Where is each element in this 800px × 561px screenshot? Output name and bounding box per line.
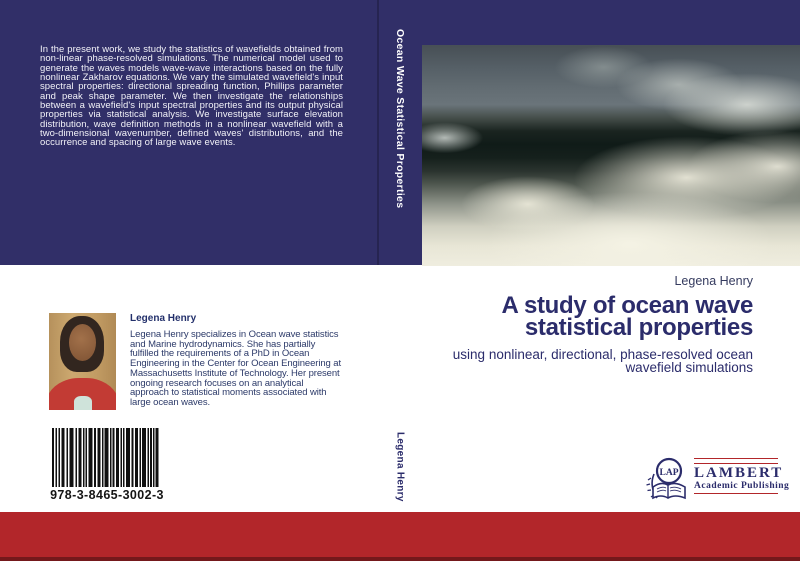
publisher-bottom-rule: [694, 493, 778, 494]
publisher-name: LAMBERT: [694, 465, 784, 481]
portrait-face: [69, 324, 96, 361]
portrait-undershirt: [74, 396, 92, 410]
publisher-wordmark: [694, 458, 789, 494]
spine-author-area: [378, 432, 422, 502]
front-cover-blue-band: [422, 0, 800, 45]
front-title-line1: A study of ocean wave: [501, 292, 753, 319]
front-title-line2: statistical properties: [524, 313, 753, 341]
bottom-red-band: [0, 512, 800, 561]
publisher-tagline: Academic Publishing: [694, 481, 790, 491]
front-author-name: Legena Henry: [674, 274, 753, 288]
publisher-logo: [645, 454, 789, 506]
isbn-barcode: [52, 428, 160, 487]
author-bio-text: Legena Henry specializes in Ocean wave statistics and Marine hydrodynamics. She has partially fulfilled the requirements of a PhD in Ocean Engineering in the Center for Ocean Engineering at Massachusetts Institute of Technology. Her present ongoing research focuses on an analytical approach to statistical moments associated with large ocean waves.: [130, 329, 342, 408]
back-cover-abstract: In the present work, we study the statistics of wavefields obtained from non-linear phase-resolved simulations. The numerical model used to generate the waves models wave-wave interactions based on the fully nonlinear Zakharov equations. We vary the simulated wavefield's input spectral properties: directional spreading function, Phillips parameter and peak shape parameter. We then investigate the relationships between a wavefield's input spectral properties and its output physical properties via statistical analysis. We investigate surface elevation distribution, wave definition methods in a nonlinear wavefield with a two-dimensional wavenumber, defined waves' distributions, and the occurrence and spacing of large wave events.: [40, 44, 343, 149]
spine-author: Legena Henry: [394, 432, 406, 502]
isbn-number: 978-3-8465-3002-3: [50, 488, 164, 502]
front-subtitle-line2: wavefield simulations: [625, 360, 753, 375]
lap-emblem-text: LAP: [659, 468, 679, 478]
publisher-top-rule: [694, 458, 778, 464]
author-bio-heading: Legena Henry: [130, 313, 197, 324]
front-subtitle: [441, 348, 753, 374]
front-subtitle-line1: using nonlinear, directional, phase-resolved ocean: [452, 347, 753, 362]
ocean-waves-photo: [422, 45, 800, 266]
front-title: [491, 292, 753, 341]
lap-emblem-icon: [645, 454, 691, 506]
author-portrait: [49, 313, 116, 410]
spine-title: Ocean Wave Statistical Properties: [394, 29, 406, 209]
spine: [378, 0, 422, 265]
